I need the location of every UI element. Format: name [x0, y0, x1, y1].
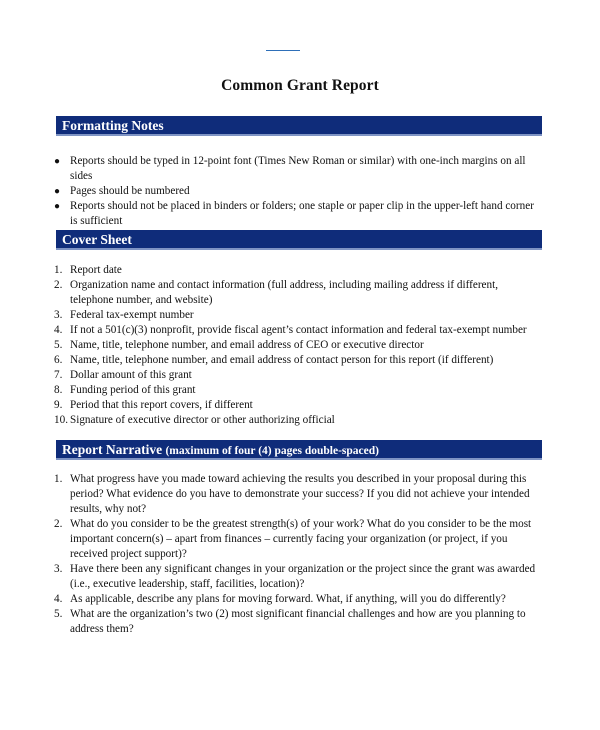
list-item: 3. Federal tax-exempt number — [54, 309, 194, 321]
list-item: 2. Organization name and contact information (full address, including mailing address if different, telephone number, and website) — [54, 279, 499, 306]
section-header-report-narrative — [56, 440, 542, 460]
formatting-notes-list — [54, 154, 544, 229]
bullet-icon: ● — [54, 186, 61, 197]
list-item: 4. As applicable, describe any plans for moving forward. What, if anything, will you do differently? — [54, 593, 506, 605]
list-item: 5. Name, title, telephone number, and email address of CEO or executive director — [54, 339, 424, 351]
list-item: 7. Dollar amount of this grant — [54, 369, 192, 381]
section-header-cover-sheet — [56, 230, 542, 250]
page-title: Common Grant Report — [221, 77, 379, 94]
list-number: 2. — [54, 518, 63, 530]
list-item: 6. Name, title, telephone number, and email address of contact person for this report (if different) — [54, 354, 494, 366]
list-item: 9. Period that this report covers, if different — [54, 399, 253, 411]
list-number: 3. — [54, 309, 63, 321]
list-number: 5. — [54, 339, 63, 351]
bullet-icon: ● — [54, 201, 61, 212]
list-number: 9. — [54, 399, 63, 411]
report-narrative-list — [54, 472, 544, 637]
list-item: ● Pages should be numbered — [54, 185, 190, 197]
section-heading: Cover Sheet — [62, 232, 132, 247]
section-heading: Report Narrative — [62, 442, 163, 457]
header-rule — [266, 50, 300, 51]
list-item: 3. Have there been any significant changes in your organization or the project since the grant was awarded (i.e., executive leadership, staff, facilities, location)? — [54, 563, 536, 590]
list-item: 5. What are the organization’s two (2) most significant financial challenges and how are you planning to address them? — [54, 608, 526, 635]
list-item: 4. If not a 501(c)(3) nonprofit, provide fiscal agent’s contact information and federal tax-exempt number — [54, 324, 527, 336]
list-number: 4. — [54, 593, 63, 605]
bullet-icon: ● — [54, 156, 61, 167]
list-item: 10. Signature of executive director or other authorizing official — [54, 414, 335, 426]
list-number: 5. — [54, 608, 63, 620]
section-header-formatting-notes — [56, 116, 542, 136]
list-item: 2. What do you consider to be the greatest strength(s) of your work? What do you consider to be the most important concern(s) – apart from finances – currently facing your organization (or project, if you received project support)? — [54, 518, 532, 560]
list-number: 4. — [54, 324, 63, 336]
list-item: 1. What progress have you made toward achieving the results you described in your proposal during this period? What evidence do you have to demonstrate your success? If you did not achieve your intended results, why not? — [54, 473, 530, 515]
cover-sheet-list — [54, 263, 544, 428]
section-subheading: (maximum of four (4) pages double-spaced) — [165, 445, 379, 457]
section-heading: Formatting Notes — [62, 118, 164, 133]
list-item: ● Reports should be typed in 12-point font (Times New Roman or similar) with one-inch margins on all sides — [54, 155, 526, 182]
list-number: 6. — [54, 354, 63, 366]
list-number: 1. — [54, 264, 63, 276]
list-item: 8. Funding period of this grant — [54, 384, 196, 396]
list-item: ● Reports should not be placed in binders or folders; one staple or paper clip in the upper-left hand corner is sufficient — [54, 200, 534, 227]
list-number: 10. — [54, 414, 68, 426]
list-number: 1. — [54, 473, 63, 485]
list-item: 1. Report date — [54, 264, 122, 276]
list-number: 2. — [54, 279, 63, 291]
list-number: 8. — [54, 384, 63, 396]
list-number: 3. — [54, 563, 63, 575]
list-number: 7. — [54, 369, 63, 381]
